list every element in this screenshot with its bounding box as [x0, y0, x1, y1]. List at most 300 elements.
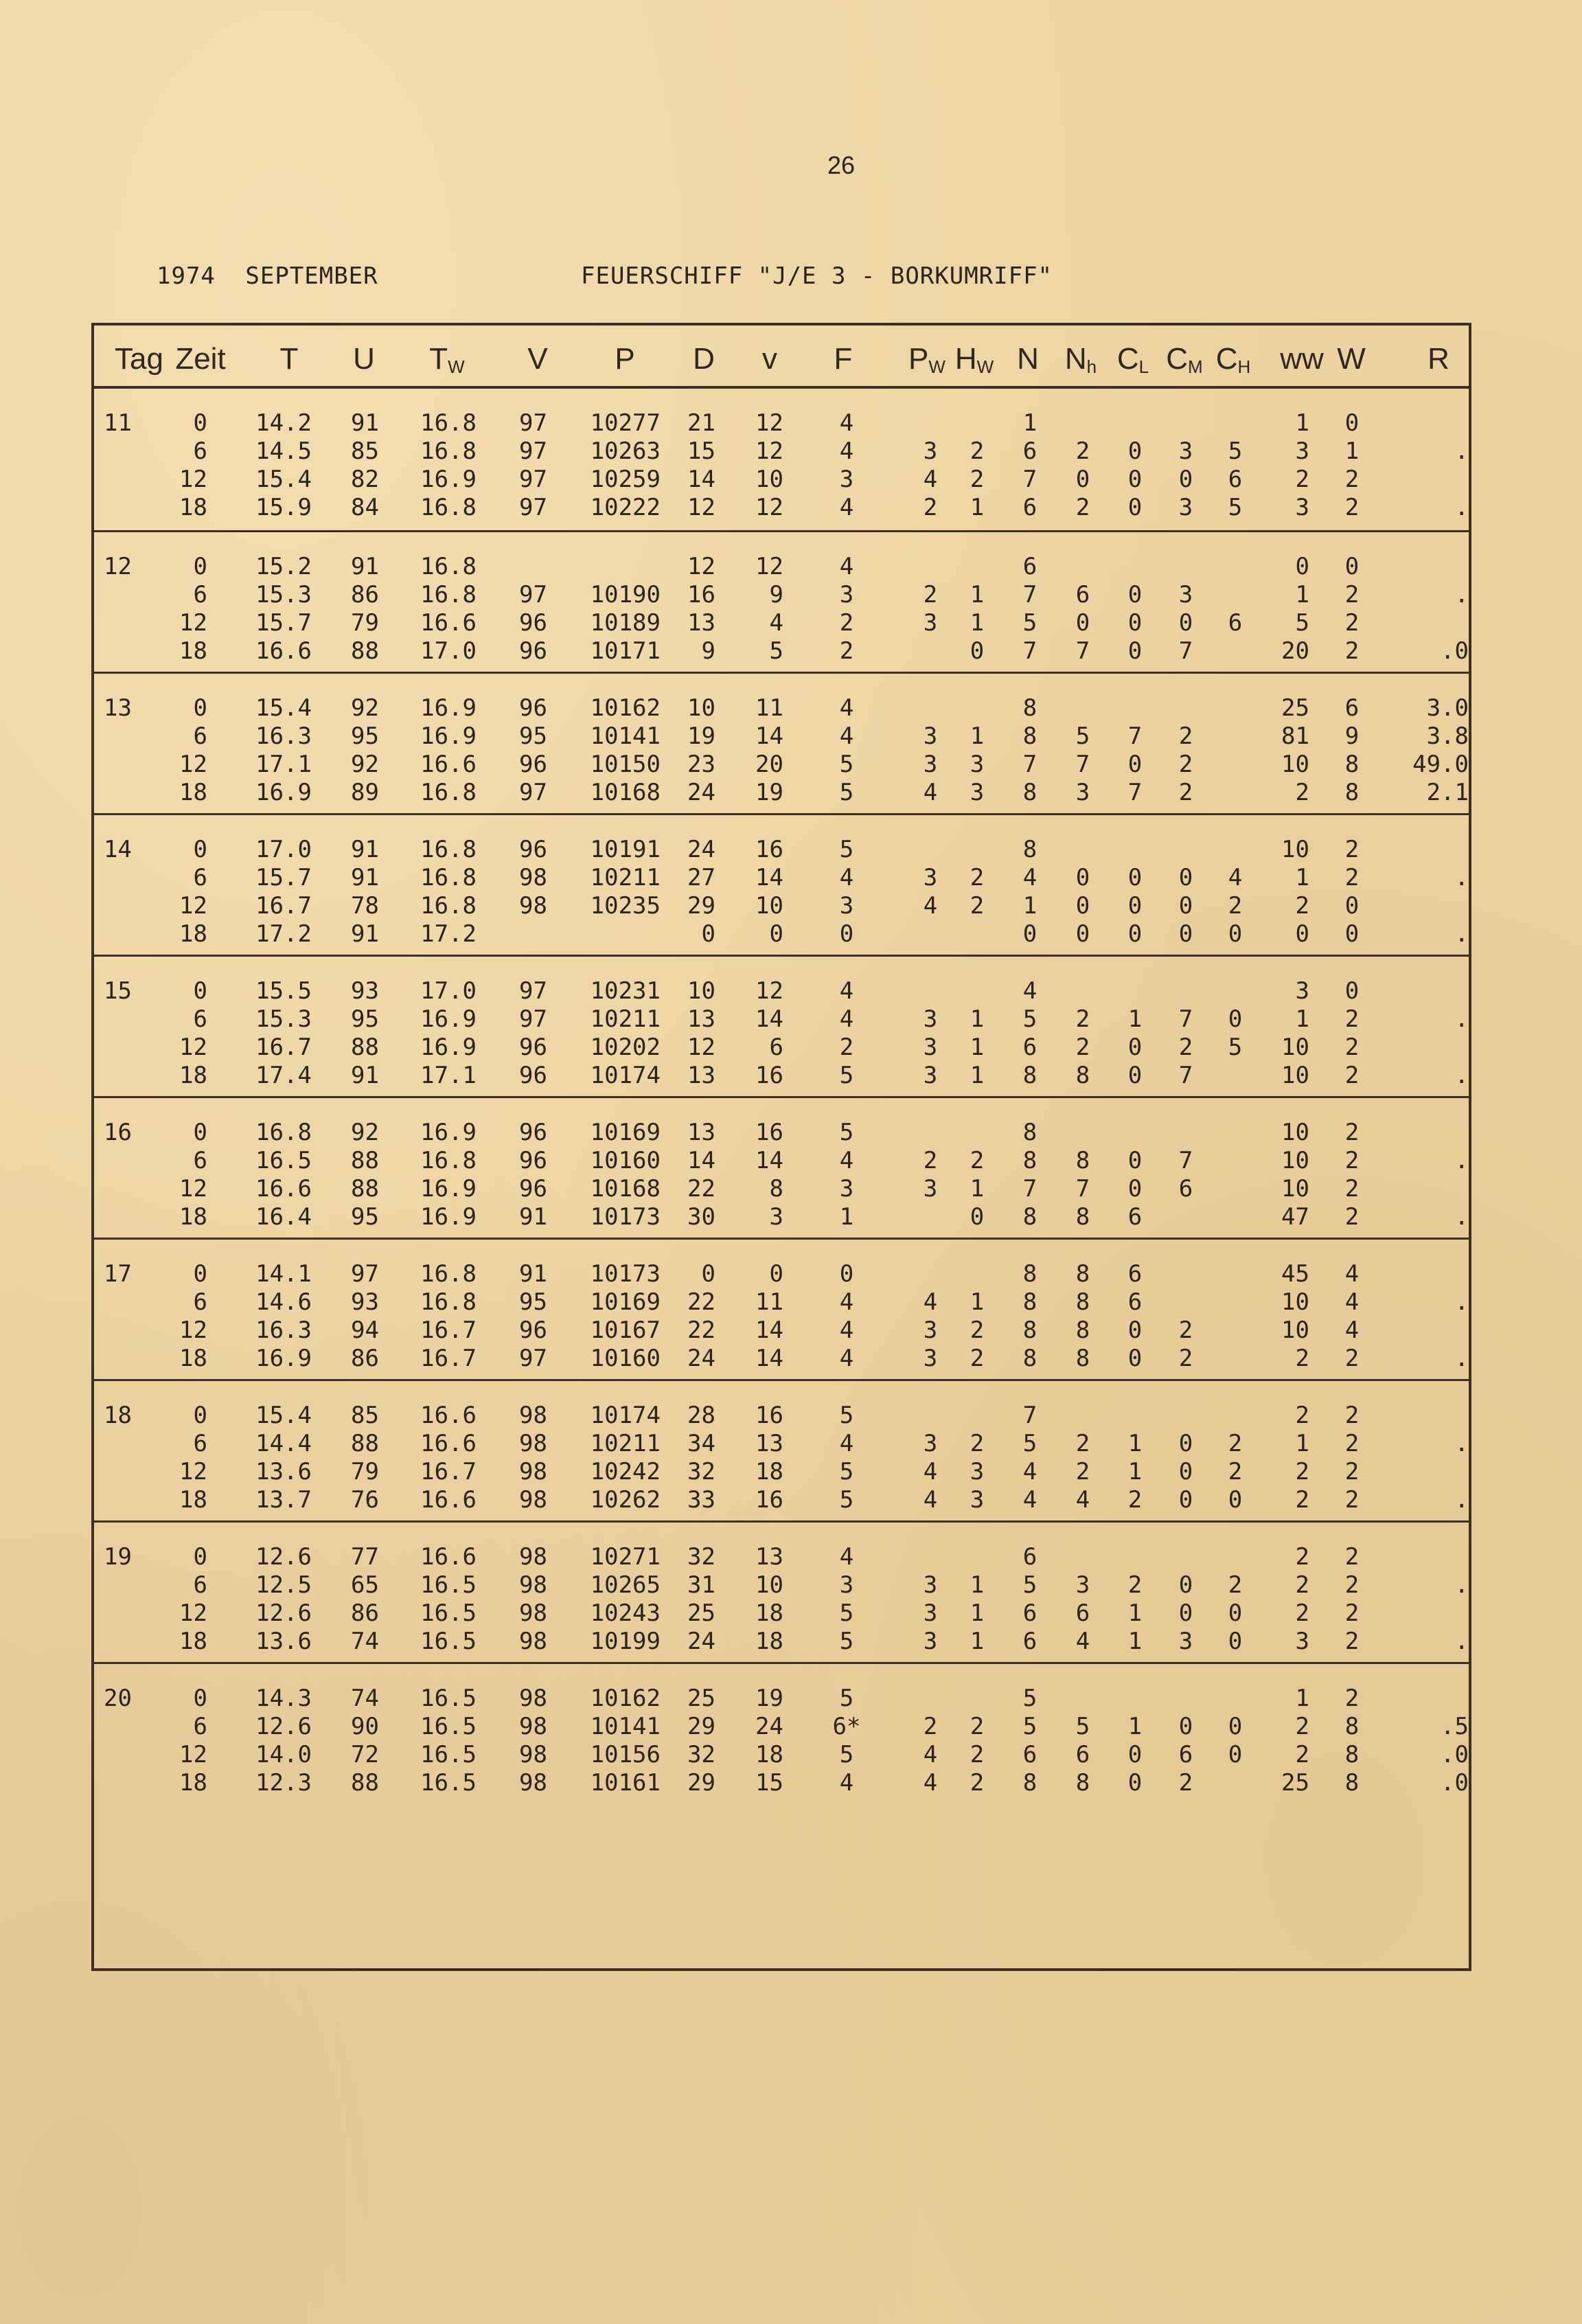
cell-nh: 8 — [1075, 1062, 1090, 1089]
cell-zeit: 0 — [193, 1260, 207, 1288]
cell-d: 29 — [687, 1713, 715, 1740]
cell-u: 88 — [351, 1769, 379, 1797]
header-v — [762, 342, 777, 376]
cell-v: 11 — [755, 694, 783, 722]
cell-vv: 96 — [519, 609, 547, 637]
table-row — [94, 1005, 1469, 1034]
cell-f: 4 — [839, 1430, 854, 1457]
cell-d: 24 — [687, 1345, 715, 1372]
cell-cl: 0 — [1127, 1034, 1143, 1061]
cell-cl: 7 — [1127, 779, 1143, 806]
cell-pw: 3 — [923, 1005, 938, 1033]
cell-cl: 0 — [1127, 1769, 1143, 1797]
cell-pw: 3 — [923, 1062, 938, 1089]
cell-cm: 7 — [1178, 1005, 1193, 1033]
header-cl-label: C — [1116, 342, 1139, 376]
cell-pw: 4 — [923, 1458, 938, 1485]
cell-tw: 16.5 — [420, 1628, 477, 1655]
cell-zeit: 0 — [193, 409, 207, 437]
cell-d: 0 — [701, 1260, 715, 1288]
cell-nh: 8 — [1075, 1769, 1090, 1797]
cell-w: 2 — [1344, 1430, 1360, 1457]
cell-w: 2 — [1344, 637, 1360, 665]
cell-v: 13 — [755, 1543, 783, 1571]
cell-ww: 47 — [1281, 1203, 1309, 1231]
cell-n: 5 — [1022, 1713, 1038, 1740]
cell-p: 10259 — [590, 466, 661, 493]
cell-p: 10167 — [590, 1317, 661, 1344]
cell-ch: 0 — [1228, 1713, 1243, 1740]
heading-year-month — [157, 262, 378, 290]
table-row — [94, 1288, 1469, 1317]
cell-zeit: 12 — [179, 892, 207, 920]
cell-t: 12.5 — [255, 1571, 312, 1599]
cell-ch: 5 — [1228, 437, 1243, 465]
cell-f: 4 — [839, 494, 854, 521]
cell-v: 12 — [755, 437, 783, 465]
cell-d: 12 — [687, 1034, 715, 1061]
cell-pw: 3 — [923, 1430, 938, 1457]
cell-r: . — [1454, 494, 1469, 521]
header-u-label: U — [353, 342, 375, 376]
cell-nh: 4 — [1075, 1628, 1090, 1655]
header-cl-sub: L — [1138, 356, 1149, 377]
cell-cl: 0 — [1127, 1741, 1143, 1768]
cell-ww: 10 — [1281, 1175, 1309, 1203]
cell-pw: 4 — [923, 1288, 938, 1316]
cell-f: 5 — [839, 1458, 854, 1485]
header-tw-sub: W — [448, 356, 465, 377]
day-group-14 — [94, 813, 1469, 957]
cell-nh: 2 — [1075, 1458, 1090, 1485]
cell-w: 9 — [1344, 722, 1360, 750]
cell-w: 8 — [1344, 1769, 1360, 1797]
day-label: 19 — [104, 1543, 132, 1571]
cell-tw: 16.7 — [420, 1345, 477, 1372]
cell-d: 22 — [687, 1175, 715, 1203]
cell-t: 14.5 — [255, 437, 312, 465]
cell-t: 15.2 — [255, 553, 312, 580]
cell-zeit: 12 — [179, 751, 207, 778]
cell-f: 4 — [839, 722, 854, 750]
cell-p: 10235 — [590, 892, 661, 920]
header-cm-label: C — [1166, 342, 1189, 376]
cell-ww: 10 — [1281, 836, 1309, 863]
cell-pw: 3 — [923, 1345, 938, 1372]
cell-zeit: 6 — [193, 1147, 207, 1174]
cell-w: 2 — [1344, 1005, 1360, 1033]
cell-t: 16.3 — [255, 722, 312, 750]
cell-tw: 16.5 — [420, 1741, 477, 1768]
cell-hw: 1 — [970, 1005, 985, 1033]
cell-f: 4 — [839, 1543, 854, 1571]
cell-tw: 17.0 — [420, 637, 477, 665]
cell-w: 0 — [1344, 409, 1360, 437]
cell-cl: 1 — [1127, 1005, 1143, 1033]
cell-v: 18 — [755, 1599, 783, 1627]
cell-n: 1 — [1022, 409, 1038, 437]
cell-zeit: 12 — [179, 1741, 207, 1768]
cell-u: 92 — [351, 694, 379, 722]
cell-cm: 2 — [1178, 1034, 1193, 1061]
cell-hw: 2 — [970, 437, 985, 465]
cell-r: 49.0 — [1412, 751, 1469, 778]
cell-u: 88 — [351, 1147, 379, 1174]
cell-zeit: 18 — [179, 1203, 207, 1231]
cell-pw: 2 — [923, 494, 938, 521]
table-row — [94, 1543, 1469, 1571]
cell-p: 10162 — [590, 694, 661, 722]
cell-r: . — [1454, 1345, 1469, 1372]
cell-u: 95 — [351, 722, 379, 750]
cell-cm: 2 — [1178, 1317, 1193, 1344]
cell-hw: 1 — [970, 722, 985, 750]
cell-r: .5 — [1441, 1713, 1469, 1740]
cell-w: 1 — [1344, 437, 1360, 465]
cell-ww: 2 — [1295, 1402, 1309, 1429]
cell-d: 30 — [687, 1203, 715, 1231]
cell-cm: 0 — [1178, 609, 1193, 637]
cell-t: 16.6 — [255, 637, 312, 665]
cell-f: 4 — [839, 977, 854, 1005]
cell-u: 88 — [351, 1175, 379, 1203]
cell-t: 16.5 — [255, 1147, 312, 1174]
cell-tw: 16.8 — [420, 1260, 477, 1288]
cell-v: 14 — [755, 722, 783, 750]
cell-f: 5 — [839, 1599, 854, 1627]
cell-r: . — [1454, 1628, 1469, 1655]
table-row — [94, 722, 1469, 751]
cell-u: 94 — [351, 1317, 379, 1344]
cell-v: 14 — [755, 864, 783, 891]
table-row — [94, 494, 1469, 522]
cell-tw: 16.5 — [420, 1713, 477, 1740]
cell-t: 14.6 — [255, 1288, 312, 1316]
cell-vv: 98 — [519, 1741, 547, 1768]
cell-cl: 1 — [1127, 1628, 1143, 1655]
day-label: 18 — [104, 1402, 132, 1429]
cell-hw: 3 — [970, 751, 985, 778]
cell-ww: 2 — [1295, 1741, 1309, 1768]
day-group-12 — [94, 530, 1469, 674]
cell-cm: 6 — [1178, 1741, 1193, 1768]
cell-w: 0 — [1344, 892, 1360, 920]
cell-d: 9 — [701, 637, 715, 665]
cell-p: 10161 — [590, 1769, 661, 1797]
cell-pw: 3 — [923, 1034, 938, 1061]
cell-f: 5 — [839, 1486, 854, 1514]
cell-p: 10171 — [590, 637, 661, 665]
header-t-label: T — [279, 342, 299, 376]
day-group-15 — [94, 955, 1469, 1098]
cell-n: 7 — [1022, 1175, 1038, 1203]
cell-w: 2 — [1344, 1628, 1360, 1655]
table-row — [94, 1034, 1469, 1062]
cell-ww: 1 — [1295, 1005, 1309, 1033]
cell-w: 0 — [1344, 920, 1360, 948]
header-p-label: P — [615, 342, 635, 376]
header-tag-label: Tag — [115, 342, 163, 376]
header-d — [693, 342, 715, 376]
cell-tw: 16.6 — [420, 609, 477, 637]
cell-n: 8 — [1022, 1317, 1038, 1344]
cell-f: 5 — [839, 1628, 854, 1655]
cell-zeit: 6 — [193, 864, 207, 891]
cell-u: 65 — [351, 1571, 379, 1599]
cell-u: 84 — [351, 494, 379, 521]
heading-year: 1974 — [157, 262, 216, 290]
cell-r: 2.1 — [1426, 779, 1469, 806]
cell-zeit: 12 — [179, 1599, 207, 1627]
cell-f: 5 — [839, 1062, 854, 1089]
cell-v: 16 — [755, 1486, 783, 1514]
cell-w: 4 — [1344, 1260, 1360, 1288]
cell-pw: 3 — [923, 1175, 938, 1203]
cell-nh: 3 — [1075, 779, 1090, 806]
cell-cm: 3 — [1178, 437, 1193, 465]
cell-t: 16.7 — [255, 892, 312, 920]
cell-hw: 3 — [970, 779, 985, 806]
cell-t: 14.1 — [255, 1260, 312, 1288]
cell-pw: 3 — [923, 1571, 938, 1599]
cell-nh: 4 — [1075, 1486, 1090, 1514]
cell-ww: 3 — [1295, 437, 1309, 465]
cell-tw: 16.8 — [420, 836, 477, 863]
cell-cm: 0 — [1178, 1571, 1193, 1599]
cell-ch: 2 — [1228, 892, 1243, 920]
cell-vv: 98 — [519, 1769, 547, 1797]
cell-ww: 2 — [1295, 1713, 1309, 1740]
cell-ww: 1 — [1295, 1430, 1309, 1457]
header-ch-label: C — [1215, 342, 1238, 376]
cell-cm: 0 — [1178, 920, 1193, 948]
table-row — [94, 1260, 1469, 1288]
header-cm — [1166, 342, 1202, 378]
cell-ch: 6 — [1228, 609, 1243, 637]
cell-r: . — [1454, 437, 1469, 465]
cell-v: 18 — [755, 1741, 783, 1768]
cell-n: 4 — [1022, 1458, 1038, 1485]
cell-hw: 1 — [970, 1288, 985, 1316]
cell-f: 4 — [839, 437, 854, 465]
cell-hw: 0 — [970, 1203, 985, 1231]
cell-tw: 17.0 — [420, 977, 477, 1005]
cell-p: 10141 — [590, 1713, 661, 1740]
cell-ww: 10 — [1281, 1034, 1309, 1061]
cell-ww: 2 — [1295, 1599, 1309, 1627]
cell-ch: 5 — [1228, 494, 1243, 521]
cell-u: 85 — [351, 437, 379, 465]
cell-cm: 3 — [1178, 1628, 1193, 1655]
cell-n: 7 — [1022, 1402, 1038, 1429]
table-row — [94, 892, 1469, 920]
table-row — [94, 1685, 1469, 1713]
day-group-17 — [94, 1238, 1469, 1381]
cell-cm: 0 — [1178, 1486, 1193, 1514]
cell-zeit: 18 — [179, 920, 207, 948]
cell-tw: 16.8 — [420, 553, 477, 580]
header-nh — [1065, 342, 1097, 378]
cell-pw: 4 — [923, 466, 938, 493]
cell-f: 5 — [839, 836, 854, 863]
cell-w: 2 — [1344, 1147, 1360, 1174]
cell-n: 8 — [1022, 1288, 1038, 1316]
cell-f: 4 — [839, 1345, 854, 1372]
cell-n: 1 — [1022, 892, 1038, 920]
cell-n: 7 — [1022, 751, 1038, 778]
cell-zeit: 18 — [179, 1628, 207, 1655]
cell-w: 4 — [1344, 1317, 1360, 1344]
cell-w: 2 — [1344, 1062, 1360, 1089]
cell-cl: 2 — [1127, 1571, 1143, 1599]
cell-vv: 96 — [519, 1147, 547, 1174]
cell-nh: 3 — [1075, 1571, 1090, 1599]
cell-ch: 0 — [1228, 1486, 1243, 1514]
cell-v: 12 — [755, 977, 783, 1005]
cell-cl: 0 — [1127, 1345, 1143, 1372]
cell-nh: 6 — [1075, 581, 1090, 608]
cell-t: 13.6 — [255, 1458, 312, 1485]
cell-tw: 16.8 — [420, 1288, 477, 1316]
cell-hw: 1 — [970, 1062, 985, 1089]
header-ch — [1216, 342, 1251, 378]
cell-f: 4 — [839, 553, 854, 580]
cell-zeit: 18 — [179, 1769, 207, 1797]
cell-vv: 97 — [519, 779, 547, 806]
header-tw-label: T — [429, 342, 448, 376]
cell-u: 92 — [351, 1119, 379, 1146]
table-row — [94, 1486, 1469, 1514]
cell-tw: 16.7 — [420, 1317, 477, 1344]
cell-zeit: 0 — [193, 1402, 207, 1429]
cell-w: 8 — [1344, 1713, 1360, 1740]
cell-vv: 95 — [519, 722, 547, 750]
cell-u: 77 — [351, 1543, 379, 1571]
cell-zeit: 6 — [193, 1713, 207, 1740]
cell-cl: 0 — [1127, 637, 1143, 665]
heading-title: FEUERSCHIFF "J/E 3 - BORKUMRIFF" — [581, 262, 1053, 290]
cell-d: 15 — [687, 437, 715, 465]
cell-n: 8 — [1022, 722, 1038, 750]
cell-w: 2 — [1344, 1402, 1360, 1429]
cell-n: 4 — [1022, 977, 1038, 1005]
cell-f: 5 — [839, 751, 854, 778]
table-row — [94, 1147, 1469, 1175]
cell-t: 15.9 — [255, 494, 312, 521]
cell-pw: 4 — [923, 1769, 938, 1797]
cell-p: 10169 — [590, 1288, 661, 1316]
cell-v: 12 — [755, 494, 783, 521]
cell-w: 2 — [1344, 1458, 1360, 1485]
cell-r: 3.8 — [1426, 722, 1469, 750]
cell-p: 10262 — [590, 1486, 661, 1514]
header-pw — [908, 342, 945, 378]
cell-cm: 7 — [1178, 1062, 1193, 1089]
cell-w: 2 — [1344, 1345, 1360, 1372]
cell-tw: 16.6 — [420, 751, 477, 778]
cell-cm: 2 — [1178, 1345, 1193, 1372]
cell-d: 24 — [687, 836, 715, 863]
table-row — [94, 1458, 1469, 1486]
cell-f: 5 — [839, 1741, 854, 1768]
cell-f: 4 — [839, 864, 854, 891]
cell-n: 8 — [1022, 779, 1038, 806]
cell-t: 12.6 — [255, 1599, 312, 1627]
cell-n: 8 — [1022, 1345, 1038, 1372]
cell-w: 2 — [1344, 581, 1360, 608]
cell-zeit: 18 — [179, 1062, 207, 1089]
cell-v: 14 — [755, 1147, 783, 1174]
cell-p: 10189 — [590, 609, 661, 637]
cell-n: 4 — [1022, 864, 1038, 891]
header-nh-label: N — [1064, 342, 1087, 376]
cell-tw: 16.5 — [420, 1599, 477, 1627]
table-row — [94, 1571, 1469, 1599]
cell-u: 72 — [351, 1741, 379, 1768]
cell-f: 0 — [839, 1260, 854, 1288]
cell-p: 10231 — [590, 977, 661, 1005]
cell-n: 8 — [1022, 836, 1038, 863]
cell-ch: 0 — [1228, 1628, 1243, 1655]
cell-u: 79 — [351, 1458, 379, 1485]
cell-zeit: 6 — [193, 1430, 207, 1457]
cell-p: 10174 — [590, 1402, 661, 1429]
cell-vv: 96 — [519, 751, 547, 778]
cell-v: 12 — [755, 409, 783, 437]
header-d-label: D — [693, 342, 715, 376]
cell-p: 10160 — [590, 1345, 661, 1372]
cell-t: 16.9 — [255, 779, 312, 806]
cell-f: 4 — [839, 1147, 854, 1174]
cell-ch: 2 — [1228, 1430, 1243, 1457]
cell-hw: 2 — [970, 1713, 985, 1740]
cell-ww: 0 — [1295, 920, 1309, 948]
cell-n: 5 — [1022, 1430, 1038, 1457]
cell-w: 6 — [1344, 694, 1360, 722]
cell-cl: 0 — [1127, 494, 1143, 521]
cell-tw: 16.8 — [420, 409, 477, 437]
cell-ww: 2 — [1295, 1543, 1309, 1571]
cell-ww: 2 — [1295, 1571, 1309, 1599]
day-label: 11 — [104, 409, 132, 437]
cell-tw: 16.5 — [420, 1685, 477, 1712]
cell-n: 6 — [1022, 437, 1038, 465]
day-group-18 — [94, 1379, 1469, 1523]
cell-t: 12.6 — [255, 1543, 312, 1571]
cell-ww: 10 — [1281, 1147, 1309, 1174]
header-r-label: R — [1428, 342, 1449, 376]
cell-v: 18 — [755, 1628, 783, 1655]
cell-vv: 98 — [519, 1430, 547, 1457]
cell-zeit: 18 — [179, 637, 207, 665]
cell-d: 12 — [687, 494, 715, 521]
cell-w: 2 — [1344, 1175, 1360, 1203]
cell-cl: 1 — [1127, 1458, 1143, 1485]
cell-f: 5 — [839, 1119, 854, 1146]
cell-nh: 8 — [1075, 1260, 1090, 1288]
cell-v: 15 — [755, 1769, 783, 1797]
cell-r: .0 — [1441, 1769, 1469, 1797]
cell-cl: 0 — [1127, 1317, 1143, 1344]
table-row — [94, 779, 1469, 807]
cell-nh: 2 — [1075, 1005, 1090, 1033]
cell-u: 93 — [351, 977, 379, 1005]
cell-cm: 7 — [1178, 637, 1193, 665]
day-group-11 — [94, 389, 1469, 530]
cell-zeit: 6 — [193, 437, 207, 465]
cell-w: 2 — [1344, 1543, 1360, 1571]
cell-d: 13 — [687, 1005, 715, 1033]
